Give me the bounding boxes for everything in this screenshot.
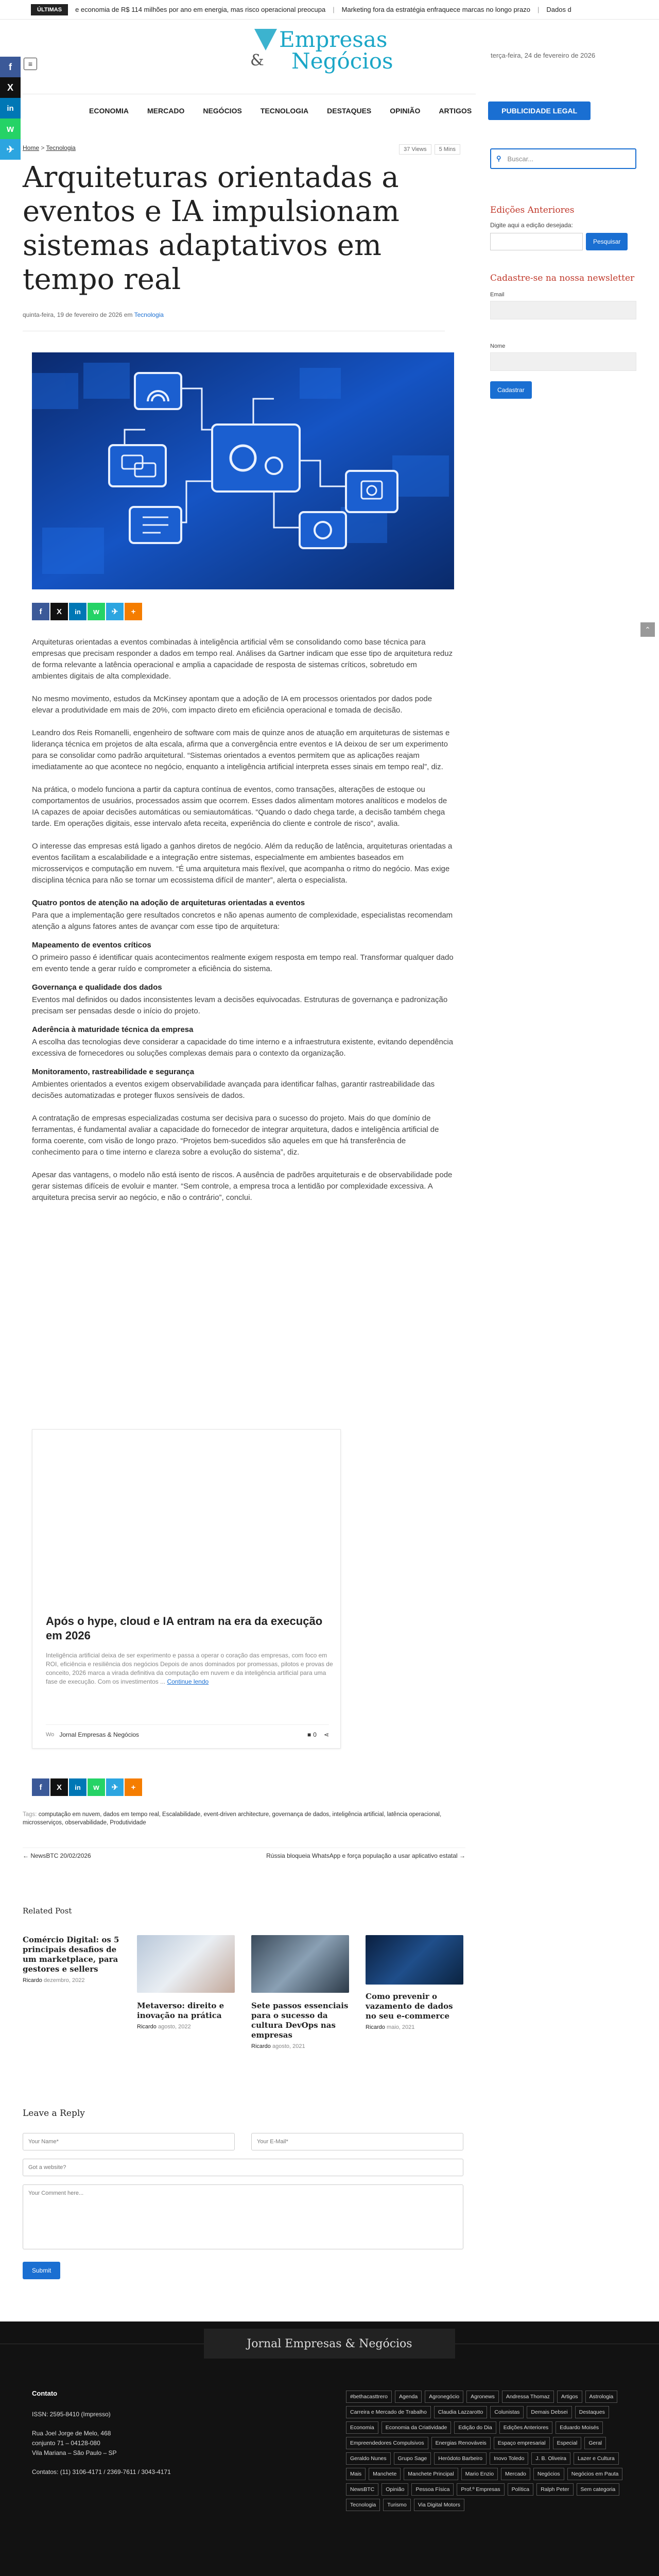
- footer-tag[interactable]: Manchete Principal: [404, 2468, 458, 2480]
- footer-tag[interactable]: Pessoa Física: [411, 2483, 454, 2496]
- footer-tag[interactable]: Espaço empresarial: [494, 2437, 550, 2449]
- paragraph: Arquiteturas orientadas a eventos combinadas à inteligência artificial vêm se consolidando como base técnica para empresas que precisam responder a dados em tempo real. Análises da Gartner indicam que esse tipo de arquitetura reduz de forma relevante a latência operacional e amplia a capacidade de resposta de sistemas críticos, sobretudo em ambientes digitais de alta complexidade.: [32, 638, 453, 681]
- issn: ISSN: 2595-8410 (Impresso): [32, 2411, 111, 2418]
- more-share-icon[interactable]: +: [125, 1778, 142, 1796]
- paragraph: O primeiro passo é identificar quais acontecimentos realmente exigem resposta em tempo real. Transformar qualquer dado em evento tende a gerar ruído e comprometer a eficiência do sistema.: [32, 953, 454, 973]
- twitter-x-icon[interactable]: X: [50, 1778, 68, 1796]
- footer-tag[interactable]: Política: [508, 2483, 533, 2496]
- footer-tag[interactable]: Edições Anteriores: [499, 2421, 553, 2434]
- pesquisar-button[interactable]: Pesquisar: [586, 233, 628, 250]
- search-box[interactable]: [490, 148, 636, 169]
- footer-tag[interactable]: Artigos: [557, 2391, 582, 2403]
- ticker-bar: ÚLTIMAS e economia de R$ 114 milhões por ano em energia, mas risco operacional preocupa | Marketing fora da estratégia enfraquece marcas no longo prazo | Dados d: [0, 0, 659, 20]
- related-thumbnail[interactable]: [137, 1935, 235, 1993]
- footer-tag[interactable]: Especial: [553, 2437, 582, 2449]
- contact-heading: Contato: [32, 2389, 58, 2397]
- views-badge: 37 Views: [399, 144, 431, 155]
- reply-heading: Leave a Reply: [23, 2108, 85, 2119]
- paragraph: No mesmo movimento, estudos da McKinsey apontam que a adoção de IA em processos orientados por dados pode elevar a produtividade em mais de 20%, com impacto direto em eficiência operacional e tomada de decisão.: [32, 694, 432, 715]
- twitter-x-icon[interactable]: X: [0, 77, 21, 98]
- whatsapp-icon[interactable]: w: [0, 118, 21, 139]
- footer-tag[interactable]: Turismo: [383, 2499, 411, 2511]
- article-share-bar-top: [32, 603, 142, 620]
- search-icon: ⚲: [496, 155, 501, 162]
- logo-arrow-icon: [250, 27, 281, 53]
- edition-select[interactable]: [490, 233, 583, 250]
- article-body: [32, 637, 454, 1215]
- paragraph: A contratação de empresas especializadas costuma ser decisiva para o sucesso do projeto. Mais do que domínio de ferramentas, é fundamental avaliar a capacidade do fornecedor de integrar arquitetura, dados e inteligência artificial de forma coerente, com visão de longo prazo. “Projetos bem-sucedidos são aqueles em que há transferência de conhecimento para o time interno e clareza sobre a evolução do sistema”, diz.: [32, 1114, 439, 1157]
- main-nav: [80, 101, 591, 121]
- ticker-item[interactable]: Marketing fora da estratégia enfraquece marcas no longo prazo: [341, 6, 530, 13]
- paragraph: Para que a implementação gere resultados concretos e não apenas aumento de complexidade, especialistas recomendam atenção a alguns fatores antes de avançar com esse tipo de arquitetura:: [32, 911, 453, 931]
- floating-share-bar: [0, 57, 21, 160]
- article-date: quinta-feira, 19 de fevereiro de 2026: [23, 311, 123, 318]
- more-share-icon[interactable]: +: [125, 603, 142, 620]
- twitter-x-icon[interactable]: X: [50, 603, 68, 620]
- previous-post-link[interactable]: ← NewsBTC 20/02/2026: [23, 1852, 91, 1859]
- paragraph: A escolha das tecnologias deve considerar a capacidade do time interno e a infraestrutura existente, evitando dependência excessiva de fornecedores ou soluções complexas demais para o contexto da organização.: [32, 1038, 454, 1058]
- footer-tag[interactable]: Sem categoria: [577, 2483, 620, 2496]
- footer-tag[interactable]: Mercado: [501, 2468, 530, 2480]
- related-post[interactable]: [251, 1935, 349, 2049]
- footer-tag[interactable]: Agenda: [395, 2391, 422, 2403]
- article-header: [23, 144, 476, 331]
- related-heading: Related Post: [23, 1906, 72, 1916]
- section-heading: Governança e qualidade dos dados: [32, 983, 162, 992]
- embed-title[interactable]: Após o hype, cloud e IA entram na era da execução em 2026: [46, 1615, 323, 1642]
- address-line: Vila Mariana – São Paulo – SP: [32, 2449, 117, 2456]
- article-byline: quinta-feira, 19 de fevereiro de 2026 em Tecnologia: [23, 311, 445, 331]
- related-author[interactable]: Ricardo: [366, 2024, 385, 2030]
- footer-tag[interactable]: Inovo Toledo: [490, 2452, 528, 2465]
- footer-tag[interactable]: Edição do Dia: [454, 2421, 496, 2434]
- related-thumbnail[interactable]: [366, 1935, 463, 1985]
- footer-tag[interactable]: Destaques: [575, 2406, 609, 2418]
- related-title[interactable]: Metaverso: direito e inovação na prática: [137, 2001, 224, 2020]
- ticker-item[interactable]: e economia de R$ 114 milhões por ano em energia, mas risco operacional preocupa: [75, 6, 326, 13]
- footer-tag[interactable]: Via Digital Motors: [414, 2499, 464, 2511]
- embed-footer: [46, 1724, 329, 1738]
- address-line: Rua Joel Jorge de Melo, 468: [32, 2430, 111, 2437]
- comment-icon[interactable]: ■: [307, 1731, 311, 1738]
- tags-label: Tags:: [23, 1811, 37, 1818]
- embedded-post-card[interactable]: [32, 1429, 341, 1749]
- telegram-icon[interactable]: ✈: [106, 1778, 124, 1796]
- next-post-link[interactable]: Rússia bloqueia WhatsApp e força população a usar aplicativo estatal →: [266, 1852, 465, 1859]
- related-date: agosto, 2022: [158, 2024, 191, 2030]
- footer-tag[interactable]: Geraldo Nunes: [346, 2452, 391, 2465]
- footer-tag[interactable]: Mario Enzio: [461, 2468, 498, 2480]
- nav-negocios[interactable]: NEGÓCIOS: [203, 107, 242, 115]
- related-title[interactable]: Como prevenir o vazamento de dados no seu e-commerce: [366, 1992, 453, 2021]
- article-category-link[interactable]: Tecnologia: [134, 311, 164, 318]
- breadcrumb-home[interactable]: Home: [23, 144, 40, 151]
- breadcrumb-current[interactable]: Tecnologia: [46, 144, 76, 151]
- footer-tag-cloud: [346, 2391, 634, 2511]
- newsletter-name-input[interactable]: [490, 352, 636, 371]
- email-label: Email: [490, 292, 505, 298]
- submit-button[interactable]: Submit: [23, 2262, 60, 2279]
- footer-contact: [32, 2388, 171, 2486]
- footer-tag[interactable]: Heródoto Barbeiro: [434, 2452, 487, 2465]
- back-to-top-icon[interactable]: ⌃: [640, 622, 655, 637]
- read-time-badge: 5 Mins: [435, 144, 460, 155]
- editions-heading: Edições Anteriores: [490, 205, 575, 215]
- share-icon[interactable]: ⋖: [323, 1731, 329, 1738]
- footer-tag[interactable]: Agronews: [466, 2391, 499, 2403]
- article-share-bar-bottom: [32, 1778, 142, 1796]
- footer-tag[interactable]: Ralph Peter: [536, 2483, 573, 2496]
- footer-tag[interactable]: Astrologia: [585, 2391, 618, 2403]
- related-date: maio, 2021: [386, 2024, 415, 2030]
- embed-continue-link[interactable]: Continue lendo: [167, 1678, 209, 1685]
- embed-excerpt: Inteligência artificial deixa de ser experimento e passa a operar o coração das empresas, com foco em ROI, eficiência e resiliência dos negócios Depois de anos dominados por promessas, pilotos e provas de conceito, 2026 marca a virada definitiva da computação em nuvem e da inteligência artificial para uma fase de execução. Com os investimentos ... Continue lendo: [46, 1652, 333, 1685]
- related-thumbnail[interactable]: [251, 1935, 349, 1993]
- name-label: Nome: [490, 343, 506, 349]
- whatsapp-icon[interactable]: w: [88, 1778, 105, 1796]
- ticker-label: ÚLTIMAS: [31, 4, 68, 15]
- related-author[interactable]: Ricardo: [23, 1977, 42, 1984]
- related-post[interactable]: [366, 1935, 463, 2030]
- footer-tag[interactable]: Demais Debsei: [527, 2406, 571, 2418]
- newsletter-email-input[interactable]: [490, 301, 636, 319]
- footer-brand[interactable]: Jornal Empresas & Negócios: [204, 2329, 455, 2359]
- nav-tecnologia[interactable]: TECNOLOGIA: [260, 107, 309, 115]
- footer-tag[interactable]: Mais: [346, 2468, 366, 2480]
- section-heading: Quatro pontos de atenção na adoção de arquiteturas orientadas a eventos: [32, 899, 305, 907]
- nav-mercado[interactable]: MERCADO: [147, 107, 185, 115]
- phones: Contatos: (11) 3106-4171 / 2369-7611 / 3043-4171: [32, 2468, 171, 2476]
- logo-ampersand: &: [250, 52, 264, 70]
- footer-tag[interactable]: Opinião: [381, 2483, 408, 2496]
- linkedin-icon[interactable]: in: [69, 1778, 86, 1796]
- sidebar: [490, 148, 636, 399]
- nav-publicidade-legal-button[interactable]: PUBLICIDADE LEGAL: [488, 101, 591, 120]
- footer-tag[interactable]: Eduardo Moisés: [556, 2421, 603, 2434]
- footer-tag[interactable]: J. B. Oliveira: [531, 2452, 570, 2465]
- editions-description: Digite aqui a edição desejada:: [490, 222, 573, 229]
- facebook-icon[interactable]: f: [32, 603, 49, 620]
- whatsapp-icon[interactable]: w: [88, 603, 105, 620]
- telegram-icon[interactable]: ✈: [106, 603, 124, 620]
- post-navigation: [23, 1848, 465, 1859]
- related-title[interactable]: Sete passos essenciais para o sucesso da cultura DevOps nas empresas: [251, 2001, 349, 2040]
- nav-opiniao[interactable]: OPINIÃO: [390, 107, 421, 115]
- footer-tag[interactable]: Geral: [584, 2437, 606, 2449]
- linkedin-icon[interactable]: in: [69, 603, 86, 620]
- footer-tag[interactable]: Negócios: [533, 2468, 564, 2480]
- website-input[interactable]: Got a website?: [23, 2159, 463, 2176]
- footer-tag[interactable]: Lazer e Cultura: [574, 2452, 619, 2465]
- section-heading: Mapeamento de eventos críticos: [32, 941, 151, 950]
- footer-tag[interactable]: NewsBTC: [346, 2483, 378, 2496]
- footer-tag[interactable]: Empreendedores Compulsivos: [346, 2437, 428, 2449]
- search-input[interactable]: Buscar...: [507, 155, 534, 163]
- related-post[interactable]: [137, 1935, 235, 2030]
- footer-tag[interactable]: Carreira e Mercado de Trabalho: [346, 2406, 431, 2418]
- footer-tag[interactable]: Energias Renováveis: [431, 2437, 491, 2449]
- ticker-item[interactable]: Dados d: [546, 6, 571, 13]
- paragraph: Na prática, o modelo funciona a partir da captura contínua de eventos, como transações, alterações de estoque ou comportamentos de usuários, processados assim que ocorrem. Esses dados alimentam motores analíticos e modelos de IA capazes de apoiar decisões automáticas ou semiautomáticas. “Quando o dado chega tarde, a decisão também chega tarde. Em operações digitais, esse intervalo afeta receita, experiência do cliente e controle de risco”, avalia.: [32, 785, 447, 828]
- footer-tag[interactable]: Tecnologia: [346, 2499, 380, 2511]
- section-heading: Aderência à maturidade técnica da empresa: [32, 1025, 194, 1034]
- embed-source[interactable]: Jornal Empresas & Negócios: [59, 1731, 140, 1738]
- nav-artigos[interactable]: ARTIGOS: [439, 107, 472, 115]
- section-heading: Monitoramento, rastreabilidade e segurança: [32, 1067, 195, 1076]
- footer-tag[interactable]: Economia: [346, 2421, 378, 2434]
- related-title[interactable]: Comércio Digital: os 5 principais desafios de um marketplace, para gestores e sellers: [23, 1935, 119, 1974]
- paragraph: Ambientes orientados a eventos exigem observabilidade avançada para identificar falhas, garantir rastreabilidade das decisões automatizadas e proteger fluxos sensíveis de dados.: [32, 1080, 435, 1100]
- related-author[interactable]: Ricardo: [137, 2024, 157, 2030]
- facebook-icon[interactable]: f: [0, 57, 21, 77]
- editions-form: [490, 233, 636, 250]
- article-title: Arquiteturas orientadas a eventos e IA impulsionam sistemas adaptativos em tempo real: [23, 161, 400, 296]
- footer-tag[interactable]: Prof.º Empresas: [457, 2483, 504, 2496]
- related-date: agosto, 2021: [272, 2043, 305, 2049]
- comment-textarea[interactable]: Your Comment here...: [23, 2184, 463, 2249]
- telegram-icon[interactable]: ✈: [0, 139, 21, 160]
- footer-tag[interactable]: #bethacasttrero: [346, 2391, 392, 2403]
- related-post[interactable]: [23, 1935, 120, 1984]
- footer-tag[interactable]: Negócios em Pauta: [567, 2468, 623, 2480]
- footer-tag[interactable]: Andressa Thomaz: [502, 2391, 554, 2403]
- footer-tag[interactable]: Colunistas: [490, 2406, 524, 2418]
- nav-economia[interactable]: ECONOMIA: [89, 107, 129, 115]
- logo-line1: Empresas: [279, 27, 388, 52]
- breadcrumb: Home > Tecnologia: [23, 144, 76, 151]
- article-tags: [23, 1810, 465, 1827]
- footer-tag[interactable]: Claudia Lazzarotto: [434, 2406, 488, 2418]
- footer-tag[interactable]: Agronegócio: [425, 2391, 463, 2403]
- nav-destaques[interactable]: DESTAQUES: [327, 107, 372, 115]
- paragraph: Leandro dos Reis Romanelli, engenheiro de software com mais de quinze anos de atuação em arquiteturas de sistemas e liderança técnica em projetos de alta escala, afirma que a convergência entre eventos e IA deixou de ser um experimento para se consolidar como padrão arquitetural. “Sistemas orientados a eventos permitem que as aplicações reajam imediatamente ao que acontece no negócio, enquanto a inteligência artificial interpreta esses sinais em tempo real”, diz.: [32, 728, 450, 771]
- embed-comments-count: 0: [313, 1731, 317, 1738]
- menu-toggle-button[interactable]: ≡: [24, 58, 37, 70]
- email-input[interactable]: Your E-Mail*: [251, 2133, 463, 2150]
- footer-tag[interactable]: Manchete: [369, 2468, 401, 2480]
- header-date: terça-feira, 24 de fevereiro de 2026: [491, 52, 596, 59]
- related-author[interactable]: Ricardo: [251, 2043, 271, 2049]
- site-footer: [0, 2321, 659, 2576]
- newsletter-heading: Cadastre-se na nossa newsletter: [490, 273, 635, 283]
- paragraph: Eventos mal definidos ou dados inconsistentes levam a decisões equivocadas. Estruturas de governança e padronização precisam ser pensadas desde o início do projeto.: [32, 995, 448, 1015]
- facebook-icon[interactable]: f: [32, 1778, 49, 1796]
- name-input[interactable]: Your Name*: [23, 2133, 235, 2150]
- cadastrar-button[interactable]: Cadastrar: [490, 381, 532, 399]
- paragraph: Apesar das vantagens, o modelo não está isento de riscos. A ausência de padrões arquiteturais e de observabilidade pode gerar sistemas difíceis de evoluir e manter. “Sem controle, a empresa troca a lentidão por complexidade excessiva. A arquitetura precisa servir ao negócio, e não o contrário”, conclui.: [32, 1171, 453, 1202]
- address-line: conjunto 71 – 04128-080: [32, 2439, 100, 2447]
- logo-line2: Negócios: [291, 48, 393, 74]
- paragraph: O interesse das empresas está ligado a ganhos diretos de negócio. Além da redução de latência, arquiteturas orientadas a eventos facilitam a escalabilidade e a integração entre sistemas, especialmente em ambientes baseados em microsserviços e computação em nuvem. “É uma arquitetura mais flexível, que acompanha o ritmo do negócio. Mas exige disciplina técnica para não se tornar um ecossistema difícil de manter”, alerta o especialista.: [32, 842, 453, 885]
- related-date: dezembro, 2022: [43, 1977, 85, 1984]
- wordpress-icon: Wo: [46, 1732, 55, 1738]
- footer-tag[interactable]: Grupo Sage: [394, 2452, 431, 2465]
- article-hero-image: [32, 352, 454, 589]
- site-logo[interactable]: [250, 27, 410, 82]
- footer-tag[interactable]: Economia da Criatividade: [381, 2421, 452, 2434]
- tags-list[interactable]: computação em nuvem, dados em tempo real, Escalabilidade, event-driven architecture, governança de dados, inteligência artificial, latência operacional, microsserviços, observabilidade, Produtividade: [23, 1811, 442, 1826]
- linkedin-icon[interactable]: in: [0, 98, 21, 118]
